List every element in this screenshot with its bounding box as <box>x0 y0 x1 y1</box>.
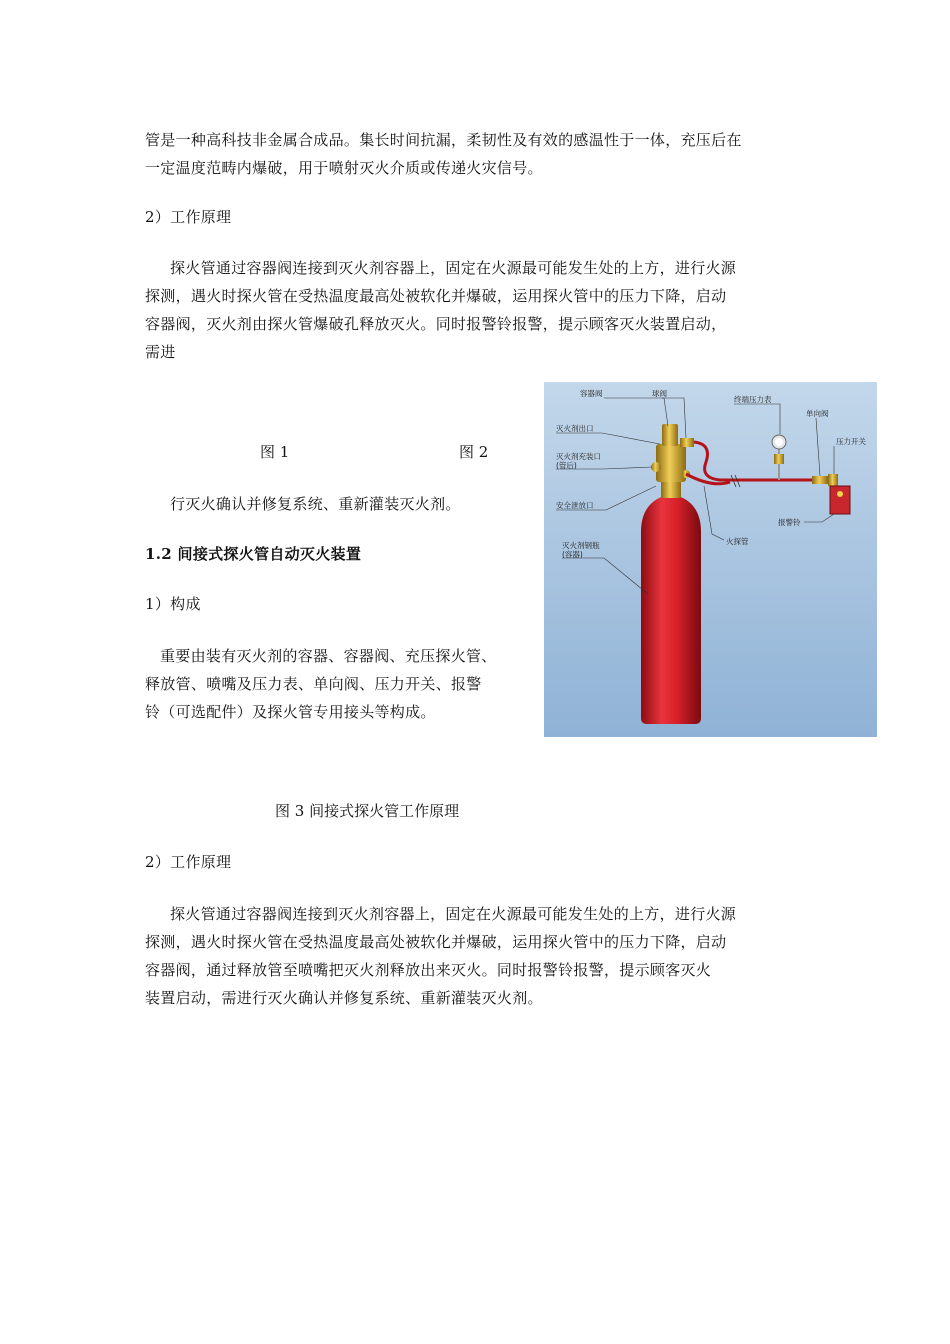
composition-line: 释放管、喷嘴及压力表、单向阀、压力开关、报警 <box>145 675 482 693</box>
paragraph-line: 需进 <box>145 343 176 361</box>
figure-3-caption: 图 3 间接式探火管工作原理 <box>275 802 460 820</box>
label-cylinder-sub: (容器) <box>562 550 583 559</box>
figure-2-caption: 图 2 <box>459 443 489 461</box>
alarm-bell-light <box>837 491 843 497</box>
pressure-switch <box>828 474 838 486</box>
intro-line-2: 一定温度范畴内爆破，用于喷射灭火介质或传递火灾信号。 <box>145 159 543 177</box>
figure-background <box>544 382 877 737</box>
valve-neck <box>661 480 681 498</box>
agent-cylinder <box>641 494 701 724</box>
valve-top <box>662 424 678 446</box>
paragraph-line: 探火管通过容器阀连接到灭火剂容器上，固定在火源最可能发生处的上方，进行火源 <box>170 905 737 923</box>
check-valve <box>812 476 828 484</box>
subheading-composition: 1）构成 <box>145 595 201 613</box>
label-safety-relief: 安全泄放口 <box>556 501 594 510</box>
section-title-indirect-device: 1.2 间接式探火管自动灭火装置 <box>145 545 362 563</box>
label-pressure-switch: 压力开关 <box>836 437 866 446</box>
paragraph-line: 探火管通过容器阀连接到灭火剂容器上，固定在火源最可能发生处的上方，进行火源 <box>170 259 737 277</box>
gauge-fitting <box>774 454 784 464</box>
label-agent-outlet: 灭火剂出口 <box>556 424 594 433</box>
paragraph-line: 容器阀，通过释放管至喷嘴把灭火剂释放出来灭火。同时报警铃报警，提示顾客灭火 <box>145 961 712 979</box>
label-fill-port-sub: (管后) <box>556 461 577 470</box>
label-detector-tube: 火探管 <box>726 537 749 546</box>
paragraph-line: 装置启动，需进行灭火确认并修复系统、重新灌装灭火剂。 <box>145 989 543 1007</box>
diagram-svg <box>544 382 877 737</box>
label-container-valve: 容器阀 <box>580 389 603 398</box>
indirect-detector-tube-diagram <box>544 382 877 737</box>
intro-line-1: 管是一种高科技非金属合成品。集长时间抗漏，柔韧性及有效的感温性于一体，充压后在 <box>145 131 742 149</box>
label-ball-valve: 球阀 <box>652 389 667 398</box>
gauge-dial <box>775 438 783 446</box>
label-end-gauge: 终端压力表 <box>734 395 772 404</box>
composition-line: 重要由装有灭火剂的容器、容器阀、充压探火管、 <box>160 647 497 665</box>
composition-line: 铃（可选配件）及探火管专用接头等构成。 <box>145 703 436 721</box>
label-cylinder: 灭火剂钢瓶 <box>562 541 600 550</box>
section-heading-working-principle: 2）工作原理 <box>145 208 232 226</box>
fill-port <box>651 462 661 472</box>
alarm-bell <box>830 486 850 514</box>
section-heading-working-principle-2: 2）工作原理 <box>145 853 232 871</box>
label-alarm-bell: 报警铃 <box>778 518 801 527</box>
paragraph-line: 探测，遇火时探火管在受热温度最高处被软化并爆破，运用探火管中的压力下降，启动 <box>145 933 727 951</box>
label-check-valve: 单向阀 <box>806 409 829 418</box>
paragraph-line: 探测，遇火时探火管在受热温度最高处被软化并爆破，运用探火管中的压力下降，启动 <box>145 287 727 305</box>
continuation-text: 行灭火确认并修复系统、重新灌装灭火剂。 <box>170 495 461 513</box>
paragraph-line: 容器阀，灭火剂由探火管爆破孔释放灭火。同时报警铃报警，提示顾客灭火装置启动， <box>145 315 727 333</box>
figure-1-caption: 图 1 <box>260 443 290 461</box>
label-fill-port: 灭火剂充装口 <box>556 452 601 461</box>
ball-valve <box>680 438 694 447</box>
container-valve <box>656 444 686 482</box>
